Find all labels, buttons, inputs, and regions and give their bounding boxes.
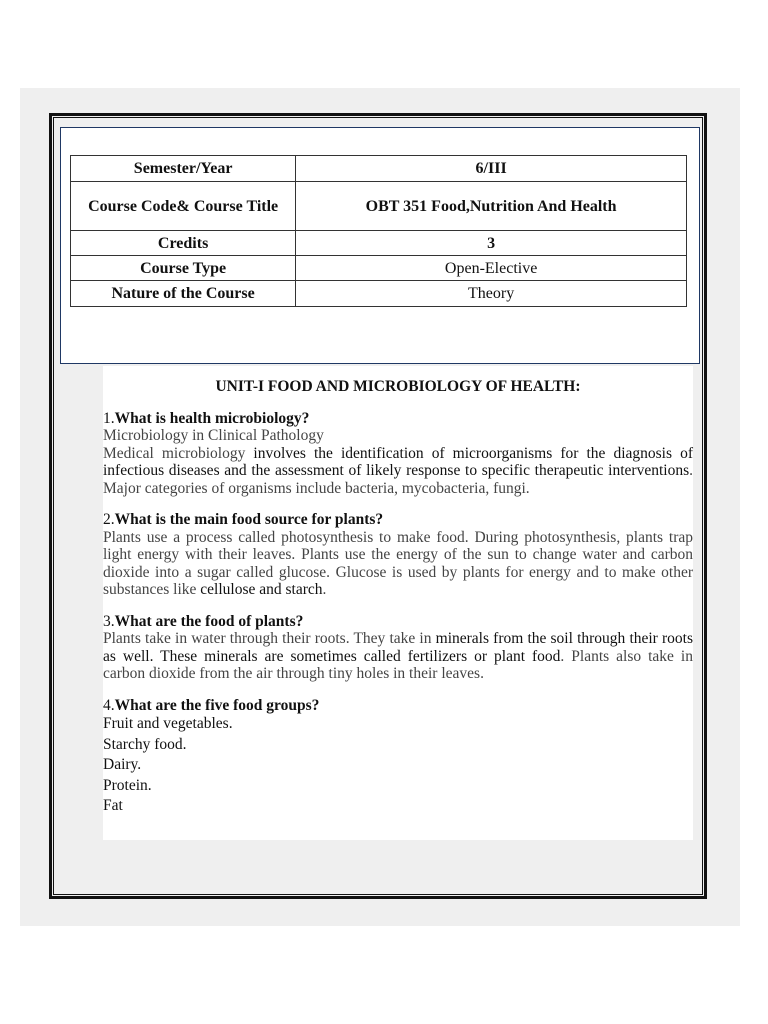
table-row <box>71 231 687 256</box>
list-item: Protein. <box>103 776 152 794</box>
course-info-table <box>70 155 687 307</box>
row-label: Course Code& Course Title <box>71 182 296 231</box>
question-heading <box>103 613 693 631</box>
list-item: Dairy. <box>103 756 142 773</box>
unit-title: UNIT-I FOOD AND MICROBIOLOGY OF HEALTH: <box>215 378 581 395</box>
question-text: What is the main food source for plants? <box>114 511 384 528</box>
question-heading <box>103 410 693 428</box>
food-groups-list <box>103 714 693 817</box>
answer-text <box>103 529 693 599</box>
answer-text <box>103 445 693 498</box>
table-row <box>71 182 687 231</box>
question-number: 3. <box>103 612 115 630</box>
question-text: What are the five food groups? <box>114 696 320 714</box>
row-value: OBT 351 Food,Nutrition And Health <box>296 182 687 231</box>
row-label: Semester/Year <box>71 156 296 182</box>
row-value: 6/III <box>296 156 687 182</box>
answer-span: Plants take in water through their roots. They take in <box>103 630 436 647</box>
list-item: Fruit and vegetables. <box>103 715 233 732</box>
answer-subhead: Microbiology in Clinical Pathology <box>103 427 324 444</box>
question-block-4 <box>103 697 693 817</box>
answer-text <box>103 630 693 683</box>
question-number: 1. <box>103 409 115 427</box>
answer-span: . Plants also take in carbon dioxide from the air through tiny holes in their leaves. <box>103 647 693 682</box>
question-heading <box>103 511 693 529</box>
answer-highlight: cellulose and starch <box>200 581 323 598</box>
row-value: Open-Elective <box>296 256 687 281</box>
answer-span: . <box>322 581 327 598</box>
answer-highlight: involves the identification of microorganisms for the diagnosis of infectious diseases and the assessment of likely response to specific therapeutic interventions <box>103 444 693 479</box>
question-heading <box>103 697 693 715</box>
answer-span: . Major categories of organisms include bacteria, mycobacteria, fungi. <box>103 462 693 497</box>
row-value: 3 <box>296 231 687 256</box>
list-item: Fat <box>103 797 123 814</box>
row-label: Course Type <box>71 256 296 281</box>
question-number: 2. <box>103 511 115 528</box>
question-block-2 <box>103 511 693 599</box>
row-value: Theory <box>296 281 687 307</box>
list-item: Starchy food. <box>103 735 187 753</box>
table-row <box>71 156 687 182</box>
question-block-3 <box>103 613 693 683</box>
answer-span: Medical microbiology <box>103 444 254 462</box>
row-label: Credits <box>71 231 296 256</box>
table-row <box>71 256 687 281</box>
question-number: 4. <box>103 696 115 714</box>
question-block-1 <box>103 410 693 498</box>
answer-span: Plants use a process called photosynthesis to make food. During photosynthesis, plants trap light energy with their leaves. Plants use the energy of the sun to change water and carbon dioxide into a sugar called glucose. Glucose is used by plants for energy and to make other substances like <box>103 528 693 598</box>
table-row <box>71 281 687 307</box>
answer-highlight: minerals from the soil through their roots as well. These minerals are sometimes called fertilizers or plant food <box>103 630 693 665</box>
row-label: Nature of the Course <box>71 281 296 307</box>
question-text: What are the food of plants? <box>114 612 304 630</box>
unit-content <box>103 366 693 840</box>
question-text: What is health microbiology? <box>114 409 310 427</box>
